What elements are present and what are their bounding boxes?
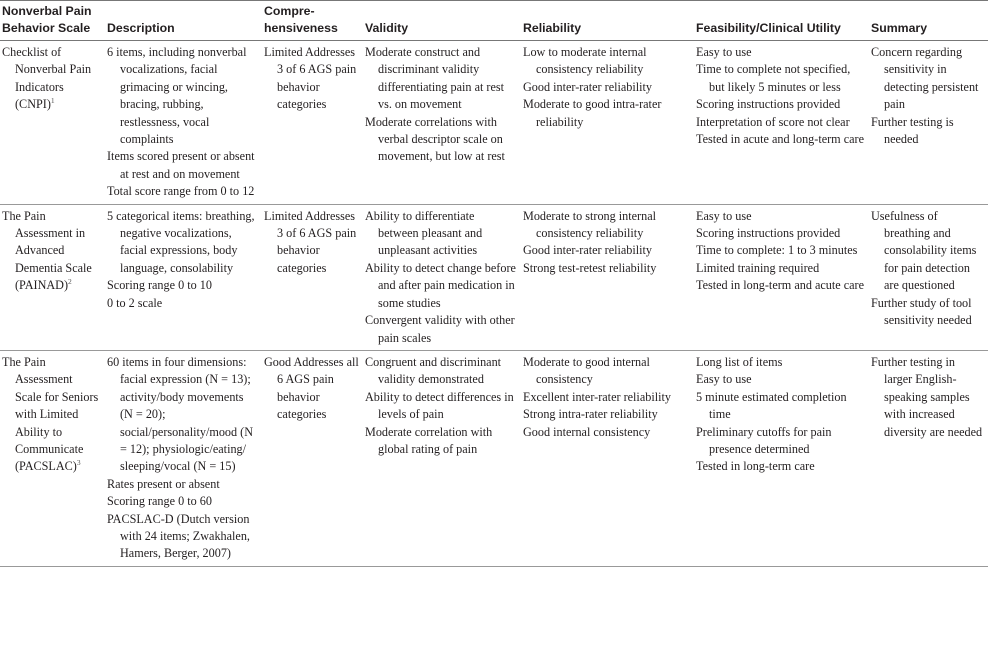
col-header-scale [0,1,105,41]
col-header-validity [363,1,521,41]
cell-entry: Moderate to good internal consistency [523,354,650,387]
header-row [0,1,988,41]
summary-cell [869,350,988,566]
cell-entry: Ability to detect differences in levels of pain [365,389,514,422]
cell-entry: 5 minute estimated completion time [696,389,847,422]
cell-entry: Good inter-rater reliability [523,243,653,258]
cell-entry: Excellent inter-rater reliability [523,389,671,404]
feasibility-cell [694,41,869,205]
cell-entry: Limited Addresses 3 of 6 AGS pain behavior categories [264,45,357,112]
col-header-line: Summary [871,21,928,35]
cell-entry: Further testing in larger English-speaking samples with increased diversity are needed [871,354,983,439]
cell-entry: 0 to 2 scale [107,295,163,310]
cell-entry: Moderate to good intra-rater reliability [523,97,662,129]
summary-cell [869,41,988,205]
cell-entry: Tested in long-term and acute care [696,278,864,293]
scale-name: The Pain Assessment in Advanced Dementia Scale (PAINAD)$^2$ [2,208,92,293]
col-header-line: Description [107,21,175,35]
cell-entry: Scoring range 0 to 60 [107,494,212,509]
cell-entry: Ability to differentiate between pleasant and unpleasant activities [365,208,483,258]
cell-entry: Concern regarding sensitivity in detecting persistent pain [871,45,979,112]
cell-entry: Long list of items [696,354,783,369]
scale-name-cell [0,350,105,566]
col-header-line: Behavior Scale [2,21,91,35]
cell-entry: Interpretation of score not clear [696,114,850,129]
col-header-description [105,1,262,41]
col-header-comprehensiveness [262,1,363,41]
col-header-summary [869,1,988,41]
cell-entry: Easy to use [696,45,752,59]
validity-cell [363,350,521,566]
cell-entry: Preliminary cutoffs for pain presence determined [696,424,832,456]
cell-entry: Usefulness of breathing and consolability items for pain detection are questioned [871,208,977,293]
cell-entry: Scoring instructions provided [696,226,841,241]
footnote-ref: 2 [68,277,72,287]
cell-entry: Total score range from 0 to 12 [107,184,255,199]
scale-name: The Pain Assessment Scale for Seniors with Limited Ability to Communicate (PACSLAC)$^3$ [2,354,99,474]
col-header-feasibility [694,1,869,41]
comprehensiveness-cell [262,350,363,566]
cell-entry: Moderate construct and discriminant validity differentiating pain at rest vs. on movement [365,45,505,112]
validity-cell [363,41,521,205]
cell-entry: Good internal consistency [523,424,651,439]
cell-entry: Further testing is needed [871,114,954,147]
cell-entry: PACSLAC-D (Dutch version with 24 items; Zwakhalen, Hamers, Berger, 2007) [107,511,250,561]
description-cell [105,350,262,566]
col-header-line: Compre- [264,4,315,18]
cell-entry: Further study of tool sensitivity needed [871,295,972,328]
reliability-cell [521,204,694,350]
cell-entry: Easy to use [696,208,752,223]
cell-entry: Tested in acute and long-term care [696,132,864,147]
cell-entry: Time to complete not specified, but likely 5 minutes or less [696,62,851,94]
cell-entry: Moderate correlations with verbal descriptor scale on movement, but low at rest [365,114,505,164]
col-header-line: Feasibility/Clinical Utility [696,21,841,35]
cell-entry: Moderate to strong internal consistency reliability [523,208,657,241]
reliability-cell [521,350,694,566]
cell-entry: Moderate correlation with global rating of pain [365,424,493,456]
reliability-cell [521,41,694,205]
footnote-ref: 1 [50,96,55,106]
description-cell [105,204,262,350]
summary-cell [869,204,988,350]
validity-cell [363,204,521,350]
col-header-line: Reliability [523,21,582,35]
col-header-line: Validity [365,21,409,35]
cell-entry: 60 items in four dimensions: facial expression (N = 13); activity/body movements (N = 20); social/personality/mood (N = 12); physiologic/eating/ sleeping/vocal (N = 15) [107,354,254,474]
cell-entry: Limited training required [696,260,820,275]
col-header-line: hensiveness [264,21,338,35]
cell-entry: Scoring range 0 to 10 [107,278,212,293]
cell-entry: Ability to detect change before and after pain medication in some studies [365,260,516,310]
cell-entry: Strong intra-rater reliability [523,407,658,422]
col-header-reliability [521,1,694,41]
cell-entry: Limited Addresses 3 of 6 AGS pain behavior categories [264,208,357,275]
cell-entry: Convergent validity with other pain scales [365,313,515,345]
feasibility-cell [694,204,869,350]
cell-entry: Easy to use [696,372,752,387]
cell-entry: Rates present or absent [107,476,220,491]
table-row [0,41,988,205]
feasibility-cell [694,350,869,566]
cell-entry: 6 items, including nonverbal vocalizations, facial grimacing or wincing, bracing, rubbing, restlessness, vocal complaints [107,45,247,147]
col-header-line: Nonverbal Pain [2,4,92,18]
scale-name-cell [0,41,105,205]
cell-entry: Good Addresses all 6 AGS pain behavior categories [264,354,359,422]
table-row [0,350,988,566]
cell-entry: Low to moderate internal consistency reliability [523,45,647,77]
cell-entry: Items scored present or absent at rest and on movement [107,149,255,181]
cell-entry: Time to complete: 1 to 3 minutes [696,243,858,258]
cell-entry: Strong test-retest reliability [523,260,657,275]
footnote-ref: 3 [76,458,81,468]
comprehensiveness-cell [262,204,363,350]
cell-entry: Scoring instructions provided [696,97,841,112]
cell-entry: Good inter-rater reliability [523,79,653,94]
description-cell [105,41,262,205]
table-row [0,204,988,350]
cell-entry: Congruent and discriminant validity demonstrated [365,354,502,387]
comprehensiveness-cell [262,41,363,205]
cell-entry: Tested in long-term care [696,459,815,474]
scale-name: Checklist of Nonverbal Pain Indicators (CNPI)$^1$ [2,45,92,112]
cell-entry: 5 categorical items: breathing, negative vocalizations, facial expressions, body language, consolability [107,208,255,275]
scale-name-cell [0,204,105,350]
